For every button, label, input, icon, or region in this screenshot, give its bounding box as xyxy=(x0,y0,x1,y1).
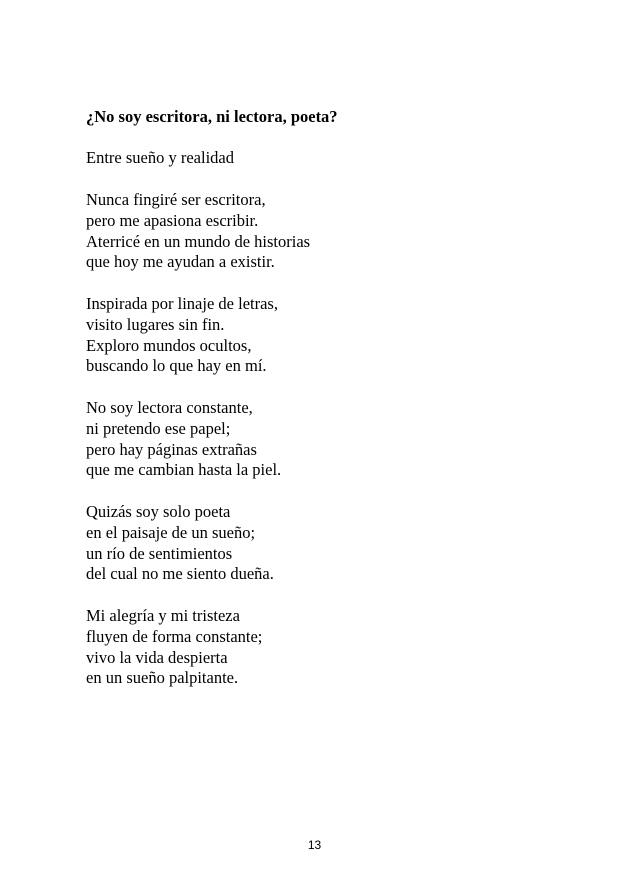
poem-line: fluyen de forma constante; xyxy=(86,626,263,646)
stanza-5 xyxy=(86,606,262,689)
poem-subtitle: Entre sueño y realidad xyxy=(86,148,234,167)
poem-line: Aterricé en un mundo de historias xyxy=(86,231,311,251)
poem-line: visito lugares sin fin. xyxy=(86,314,225,334)
poem-title: ¿No soy escritora, ni lectora, poeta? xyxy=(86,107,338,126)
poem-line: que hoy me ayudan a existir. xyxy=(86,252,275,272)
poem-line: buscando lo que hay en mí. xyxy=(86,356,267,376)
poem-line: No soy lectora constante, xyxy=(86,398,253,417)
poem-line: Mi alegría y mi tristeza xyxy=(86,606,240,625)
page-number: 13 xyxy=(307,838,322,852)
poem xyxy=(86,107,566,688)
poem-line: un río de sentimientos xyxy=(86,543,233,563)
poem-line: que me cambian hasta la piel. xyxy=(86,460,282,480)
stanza-2 xyxy=(86,294,278,377)
stanza-3 xyxy=(86,398,281,481)
poem-line: en un sueño palpitante. xyxy=(86,668,239,688)
stanza-4 xyxy=(86,502,274,585)
poem-line: Inspirada por linaje de letras, xyxy=(86,294,278,313)
poem-line: Quizás soy solo poeta xyxy=(86,502,231,521)
poem-line: Exploro mundos ocultos, xyxy=(86,335,252,355)
poem-line: ni pretendo ese papel; xyxy=(86,418,231,438)
poem-line: Nunca fingiré ser escritora, xyxy=(86,190,266,209)
poem-line: del cual no me siento dueña. xyxy=(86,564,274,584)
poem-line: pero me apasiona escribir. xyxy=(86,210,259,230)
stanza-1 xyxy=(86,190,310,273)
poem-line: en el paisaje de un sueño; xyxy=(86,522,256,542)
poem-line: pero hay páginas extrañas xyxy=(86,439,257,459)
poem-line: vivo la vida despierta xyxy=(86,647,228,667)
